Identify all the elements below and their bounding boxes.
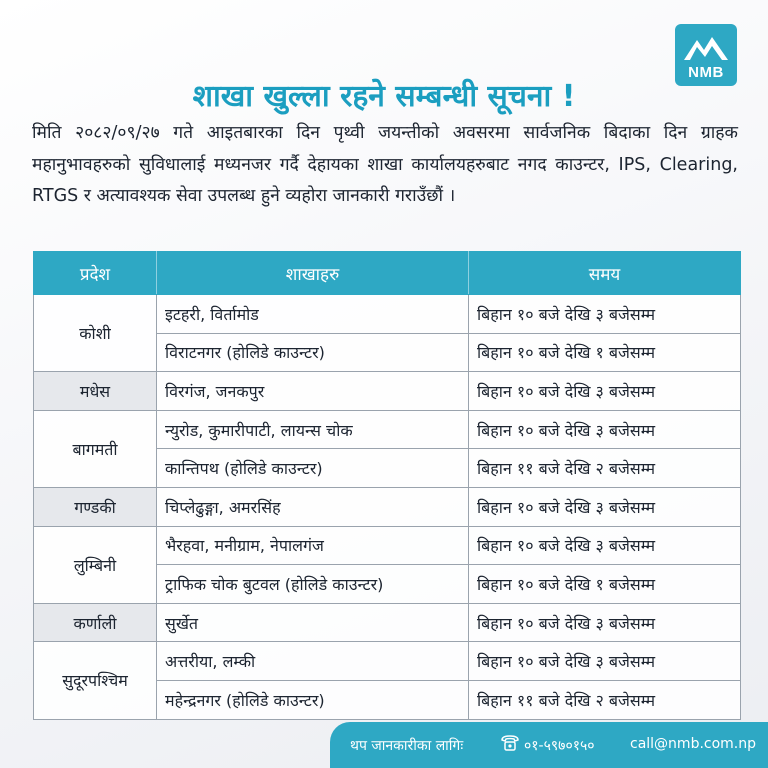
time-cell: बिहान १० बजे देखि ३ बजेसम्म [469, 372, 741, 411]
branch-table [33, 251, 741, 720]
province-cell: लुम्बिनी [34, 526, 157, 603]
notice-paragraph: मिति २०८२/०९/२७ गते आइतबारका दिन पृथ्वी जयन्तीको अवसरमा सार्वजनिक बिदाका दिन ग्राहक महानुभावहरुको सुविधालाई मध्यनजर गर्दै देहायका शाखा कार्यालयहरुबाट नगद काउन्टर, IPS, Clearing, RTGS र अत्यावश्यक सेवा उपलब्ध हुने व्यहोरा जानकारी गराउँछौं । [32, 123, 738, 206]
branch-cell: महेन्द्रनगर (होलिडे काउन्टर) [157, 680, 469, 719]
table-row [34, 603, 741, 642]
branch-cell: विरगंज, जनकपुर [157, 372, 469, 411]
table-row [34, 526, 741, 565]
province-cell: कर्णाली [34, 603, 157, 642]
branch-cell: भैरहवा, मनीग्राम, नेपालगंज [157, 526, 469, 565]
province-cell: बागमती [34, 410, 157, 487]
time-cell: बिहान १० बजे देखि ३ बजेसम्म [469, 526, 741, 565]
time-cell: बिहान १० बजे देखि १ बजेसम्म [469, 565, 741, 604]
branch-cell: विराटनगर (होलिडे काउन्टर) [157, 333, 469, 372]
branch-cell: चिप्लेढुङ्गा, अमरसिंह [157, 487, 469, 526]
time-cell: बिहान १० बजे देखि १ बजेसम्म [469, 333, 741, 372]
time-cell: बिहान १० बजे देखि ३ बजेसम्म [469, 410, 741, 449]
time-cell: बिहान १० बजे देखि ३ बजेसम्म [469, 295, 741, 334]
phone-icon [500, 734, 520, 756]
time-cell: बिहान ११ बजे देखि २ बजेसम्म [469, 680, 741, 719]
time-cell: बिहान १० बजे देखि ३ बजेसम्म [469, 603, 741, 642]
header-branches: शाखाहरु [157, 252, 469, 295]
table-header-row [34, 252, 741, 295]
phone-number[interactable]: ०१-५९७०१५० [524, 738, 595, 754]
branch-cell: ट्राफिक चोक बुटवल (होलिडे काउन्टर) [157, 565, 469, 604]
logo-text: NMB [688, 64, 724, 81]
province-cell: गण्डकी [34, 487, 157, 526]
branch-cell: न्युरोड, कुमारीपाटी, लायन्स चोक [157, 410, 469, 449]
info-label: थप जानकारीका लागिः [350, 738, 464, 754]
header-time: समय [469, 252, 741, 295]
time-cell: बिहान ११ बजे देखि २ बजेसम्म [469, 449, 741, 488]
contact-footer [330, 722, 768, 768]
time-cell: बिहान १० बजे देखि ३ बजेसम्म [469, 487, 741, 526]
table-row [34, 295, 741, 334]
province-cell: सुदूरपश्चिम [34, 642, 157, 719]
branch-cell: अत्तरीया, लम्की [157, 642, 469, 681]
header-province: प्रदेश [34, 252, 157, 295]
table-row [34, 372, 741, 411]
province-cell: मधेस [34, 372, 157, 411]
branch-cell: सुर्खेत [157, 603, 469, 642]
page-title: शाखा खुल्ला रहने सम्बन्धी सूचना ! [192, 79, 576, 114]
branch-cell: कान्तिपथ (होलिडे काउन्टर) [157, 449, 469, 488]
table-row [34, 487, 741, 526]
province-cell: कोशी [34, 295, 157, 372]
table-row [34, 642, 741, 681]
email-link[interactable]: call@nmb.com.np [630, 736, 757, 752]
time-cell: बिहान १० बजे देखि ३ बजेसम्म [469, 642, 741, 681]
table-row [34, 410, 741, 449]
branch-cell: इटहरी, विर्तामोड [157, 295, 469, 334]
